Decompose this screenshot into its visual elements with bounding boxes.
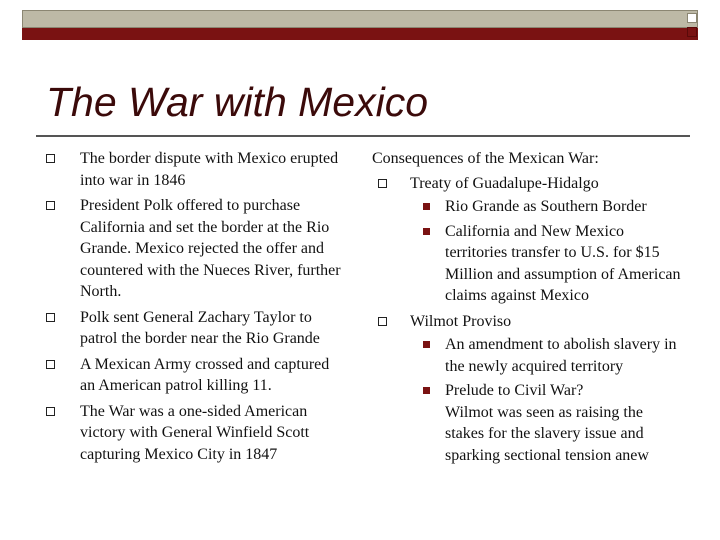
sub-bullet-list	[410, 334, 682, 466]
hollow-square-icon	[46, 360, 55, 369]
hollow-square-icon	[46, 407, 55, 416]
list-item	[42, 148, 348, 191]
hollow-square-icon	[46, 201, 55, 210]
sub-list-item	[410, 334, 682, 377]
corner-square-decoration	[687, 13, 697, 23]
sub-bullet-list	[410, 196, 682, 307]
slide-title: The War with Mexico	[46, 79, 429, 125]
list-item	[372, 173, 682, 307]
title-divider	[36, 135, 690, 137]
left-column	[42, 148, 348, 469]
sub-bullet-continuation: Wilmot was seen as raising the stakes for the slavery issue and sparking sectional tension anew	[445, 403, 649, 464]
hollow-square-icon	[378, 317, 387, 326]
sub-list-item	[410, 196, 682, 218]
hollow-square-icon	[46, 154, 55, 163]
list-item	[42, 195, 348, 303]
sub-bullet-text: California and New Mexico territories transfer to U.S. for $15 Million and assumption of American claims against Mexico	[445, 222, 681, 304]
consequences-heading: Consequences of the Mexican War:	[372, 150, 599, 167]
header-band-red	[22, 28, 698, 40]
bullet-text: President Polk offered to purchase California and set the border at the Rio Grande. Mexico rejected the offer and countered with the Nueces River, further North.	[80, 197, 341, 300]
bullet-text: The border dispute with Mexico erupted into war in 1846	[80, 150, 339, 189]
list-item	[42, 354, 348, 397]
sub-bullet-text: Rio Grande as Southern Border	[445, 198, 647, 215]
hollow-square-icon	[46, 313, 55, 322]
filled-square-icon	[423, 387, 430, 394]
list-item	[42, 307, 348, 350]
right-column	[372, 148, 682, 470]
corner-square-decoration-red	[687, 27, 697, 37]
header-band-gray	[22, 10, 698, 28]
list-item	[42, 401, 348, 466]
sub-bullet-text: Prelude to Civil War?	[445, 382, 584, 399]
right-bullet-list	[372, 173, 682, 467]
filled-square-icon	[423, 341, 430, 348]
bullet-text: Polk sent General Zachary Taylor to patrol the border near the Rio Grande	[80, 308, 320, 347]
left-bullet-list	[42, 148, 348, 465]
bullet-text: Wilmot Proviso	[410, 312, 512, 330]
bullet-text: The War was a one-sided American victory with General Winfield Scott capturing Mexico City in 1847	[80, 402, 310, 463]
filled-square-icon	[423, 203, 430, 210]
filled-square-icon	[423, 228, 430, 235]
bullet-text: Treaty of Guadalupe-Hidalgo	[410, 174, 599, 192]
sub-bullet-text: An amendment to abolish slavery in the newly acquired territory	[445, 336, 677, 375]
sub-list-item	[410, 380, 682, 466]
list-item	[372, 311, 682, 467]
sub-list-item	[410, 221, 682, 307]
bullet-text: A Mexican Army crossed and captured an American patrol killing 11.	[80, 355, 330, 394]
hollow-square-icon	[378, 179, 387, 188]
